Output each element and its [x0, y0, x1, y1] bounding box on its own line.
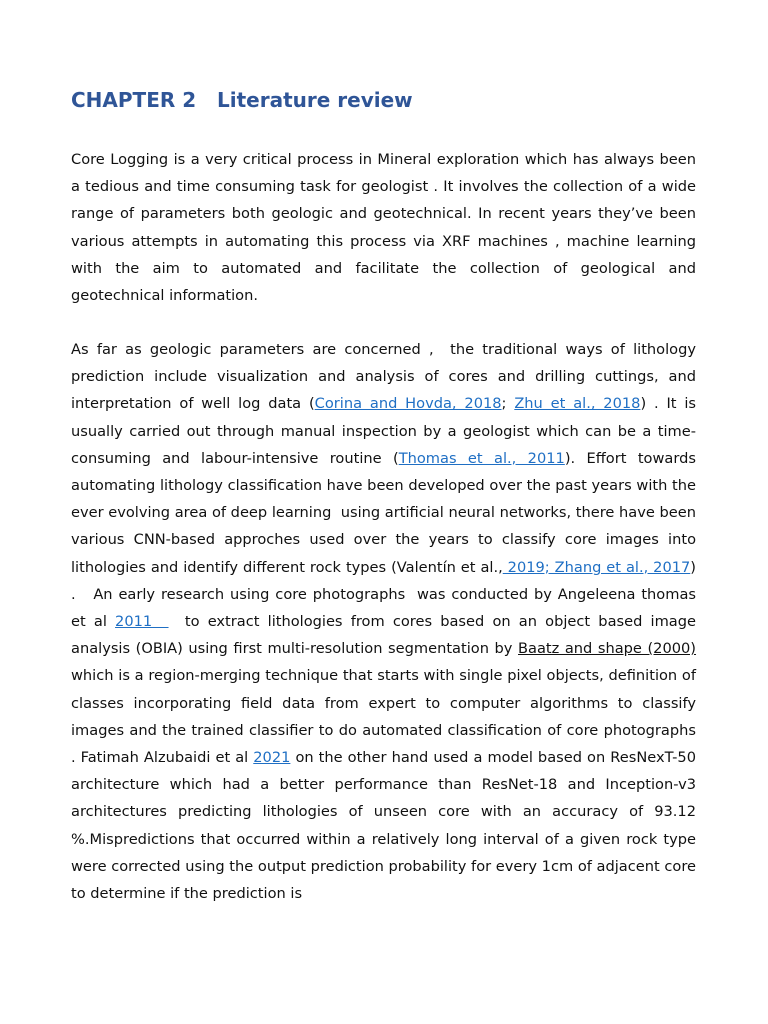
text-segment: ;: [501, 395, 515, 413]
citation-link-zhu[interactable]: Zhu et al., 2018: [514, 395, 641, 413]
citation-link-2011[interactable]: 2011: [115, 613, 169, 631]
text-segment: As far as geologic parameters are concerned , the traditional ways of lithology prediction include visualization and analysis of cores and drilling cuttings, and interpretation of well log data (: [71, 341, 701, 413]
text-segment: ). Effort towards automating lithology classification have been developed over the past years with the ever evolving area of deep learning using artificial neural networks, there have been various CNN-based approches used over the years to classify core images into lithologies and identify different rock types (Valentín et al.,: [71, 449, 706, 576]
paragraph-lithology: [71, 336, 706, 907]
citation-link-thomas[interactable]: Thomas et al., 2011: [398, 449, 565, 467]
citation-baatz-shape: Baatz and shape (2000): [518, 640, 697, 658]
chapter-title: CHAPTER 2 Literature review: [71, 88, 413, 112]
text-segment: which is a region-merging technique that starts with single pixel objects, definition of classes incorporating field data from expert to computer algorithms to classify images and the trained classifier to do automated classification of core photographs . Fatimah Alzubaidi et al: [71, 640, 701, 767]
text-segment: ) . It is usually carried out through manual inspection by a geologist which can be a time-consuming and labour-intensive routine (: [71, 395, 701, 467]
text-segment: ) . An early research using core photographs was conducted by Angeleena thomas et al: [71, 558, 701, 631]
citation-link-2021[interactable]: 2021: [253, 749, 291, 767]
text-segment: to extract lithologies from cores based on an object based image analysis (OBIA) using first multi-resolution segmentation by: [71, 613, 701, 658]
paragraph-intro: Core Logging is a very critical process in Mineral exploration which has always been a tedious and time consuming task for geologist . It involves the collection of a wide range of parameters both geologic and geotechnical. In recent years they’ve been various attempts in automating this process via XRF machines , machine learning with the aim to automated and facilitate the collection of geological and geotechnical information.: [71, 151, 701, 305]
text-segment: on the other hand used a model based on ResNexT-50 architecture which had a better performance than ResNet-18 and Inception-v3 architectures predicting lithologies of unseen core with an accuracy of 93.12 %.Mispredictions that occurred within a relatively long interval of a given rock type were corrected using the output prediction probability for every 1cm of adjacent core to determine if the prediction is: [71, 749, 701, 903]
citation-link-corina-hovda[interactable]: Corina and Hovda, 2018: [314, 395, 502, 413]
citation-link-zhang[interactable]: 2019; Zhang et al., 2017: [502, 558, 691, 576]
